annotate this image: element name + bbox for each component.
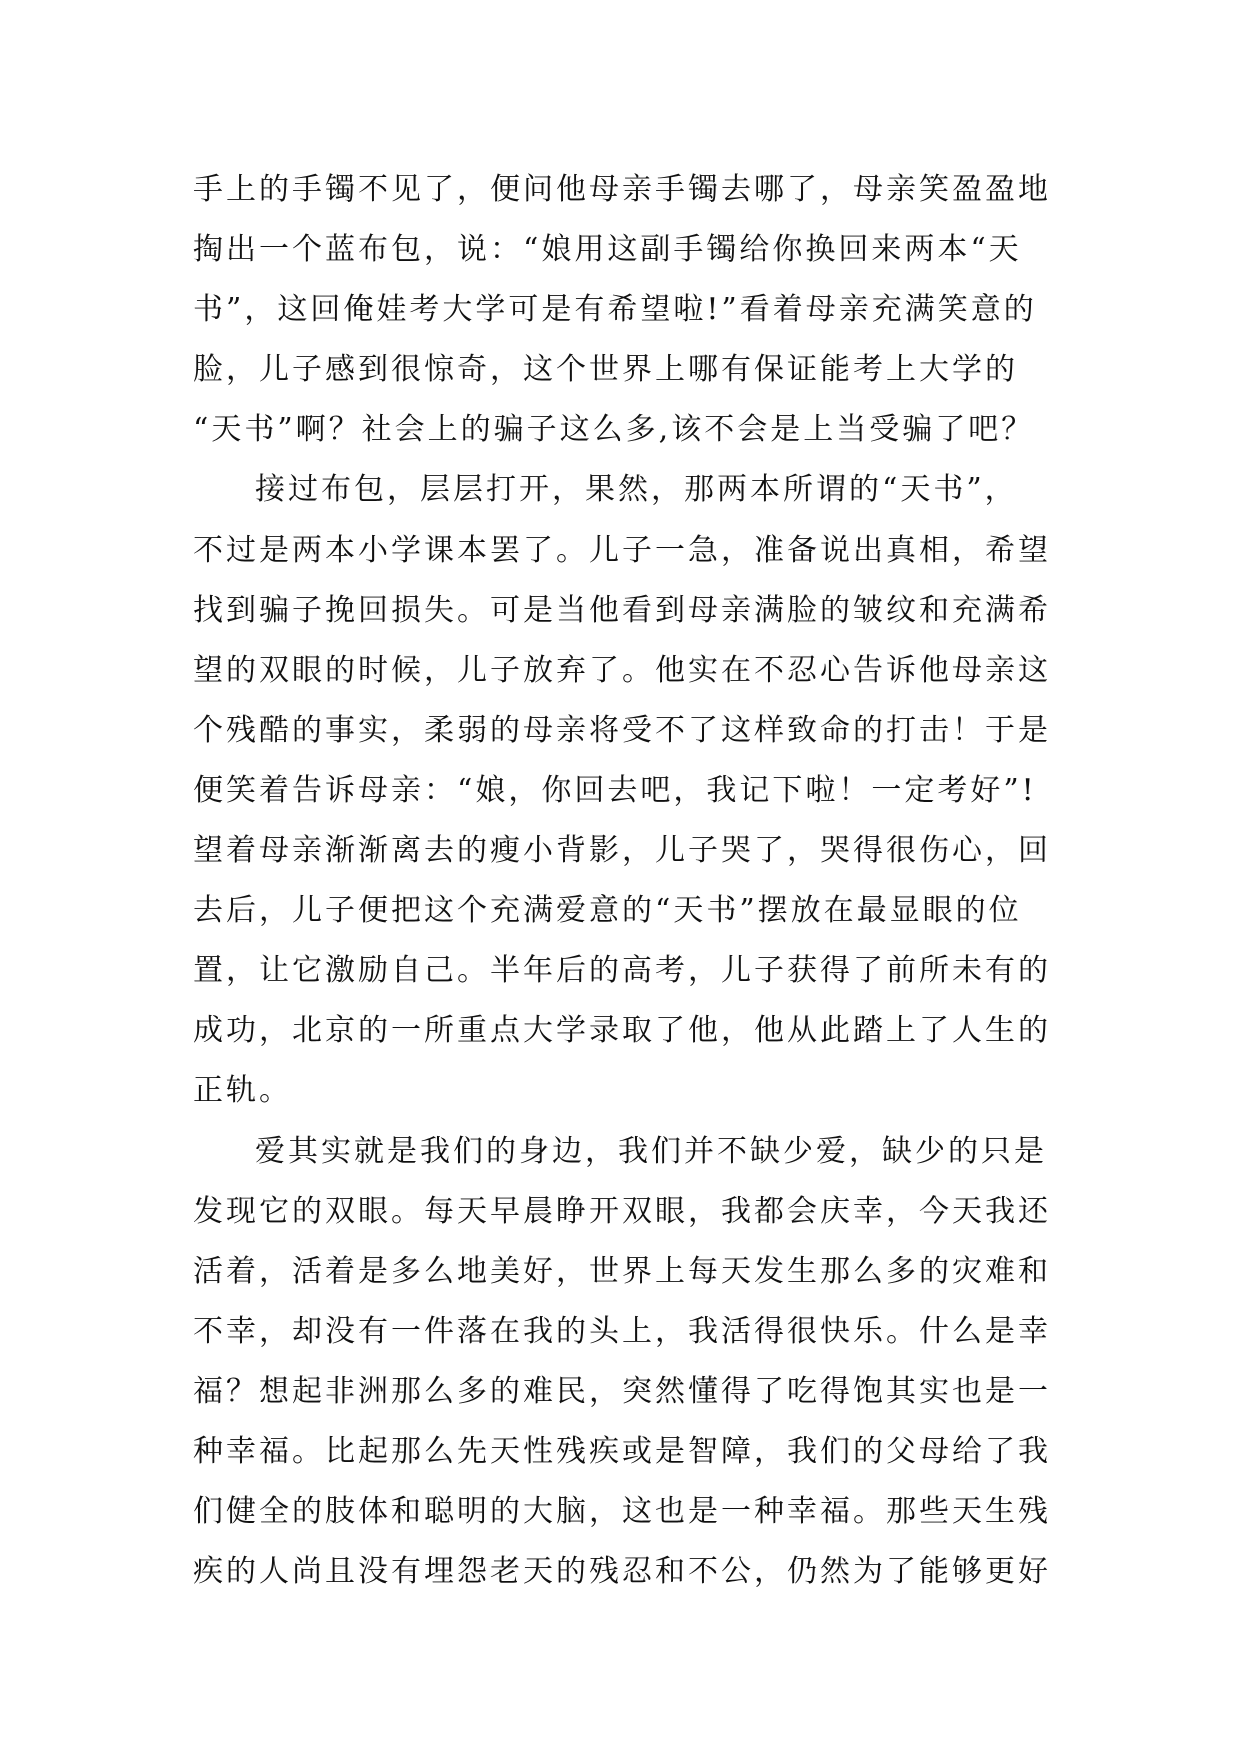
text-line: 找到骗子挽回损失。可是当他看到母亲满脸的皱纹和充满希 [193,592,1051,628]
paragraph [193,1122,1053,1603]
text-line: 成功，北京的一所重点大学录取了他，他从此踏上了人生的 [193,1013,1051,1049]
paragraph [193,160,1053,460]
text-line: 去后，儿子便把这个充满爱意的“天书”摆放在最显眼的位 [193,893,1022,929]
text-line: 书”，这回俺娃考大学可是有希望啦!”看着母亲充满笑意的 [193,292,1037,328]
body-text [193,160,1053,1602]
text-line: 手上的手镯不见了，便问他母亲手镯去哪了，母亲笑盈盈地 [193,172,1051,207]
text-line: 活着，活着是多么地美好，世界上每天发生那么多的灾难和 [193,1253,1051,1289]
text-line: 福？想起非洲那么多的难民，突然懂得了吃得饱其实也是一 [193,1373,1051,1409]
text-line: 望着母亲渐渐离去的瘦小背影，儿子哭了，哭得很伤心，回 [193,833,1051,869]
text-line: 疾的人尚且没有埋怨老天的残忍和不公，仍然为了能够更好 [193,1554,1051,1590]
text-line: 掏出一个蓝布包，说：“娘用这副手镯给你换回来两本“天 [193,232,1022,268]
text-line: 便笑着告诉母亲：“娘，你回去吧，我记下啦！一定考好”! [193,772,1037,808]
paragraph [193,460,1053,1121]
text-line: 脸，儿子感到很惊奇，这个世界上哪有保证能考上大学的 [193,352,1018,388]
text-line: 正轨。 [193,1073,292,1109]
text-line: 发现它的双眼。每天早晨睁开双眼，我都会庆幸，今天我还 [193,1193,1051,1229]
text-line: 不过是两本小学课本罢了。儿子一急，准备说出真相，希望 [193,532,1051,568]
text-line: 种幸福。比起那么先天性残疾或是智障，我们的父母给了我 [193,1433,1051,1469]
text-line: 接过布包，层层打开，果然，那两本所谓的“天书”， [255,472,1018,508]
text-line: 们健全的肢体和聪明的大脑，这也是一种幸福。那些天生残 [193,1494,1051,1530]
text-line: 不幸，却没有一件落在我的头上，我活得很快乐。什么是幸 [193,1313,1051,1349]
text-line: 个残酷的事实，柔弱的母亲将受不了这样致命的打击！于是 [193,712,1051,748]
text-line: 爱其实就是我们的身边，我们并不缺少爱，缺少的只是 [255,1133,1047,1169]
text-line: 望的双眼的时候，儿子放弃了。他实在不忍心告诉他母亲这 [193,652,1051,688]
text-line: “天书”啊？社会上的骗子这么多,该不会是上当受骗了吧？ [193,412,1035,448]
text-line: 置，让它激励自己。半年后的高考，儿子获得了前所未有的 [193,953,1051,989]
